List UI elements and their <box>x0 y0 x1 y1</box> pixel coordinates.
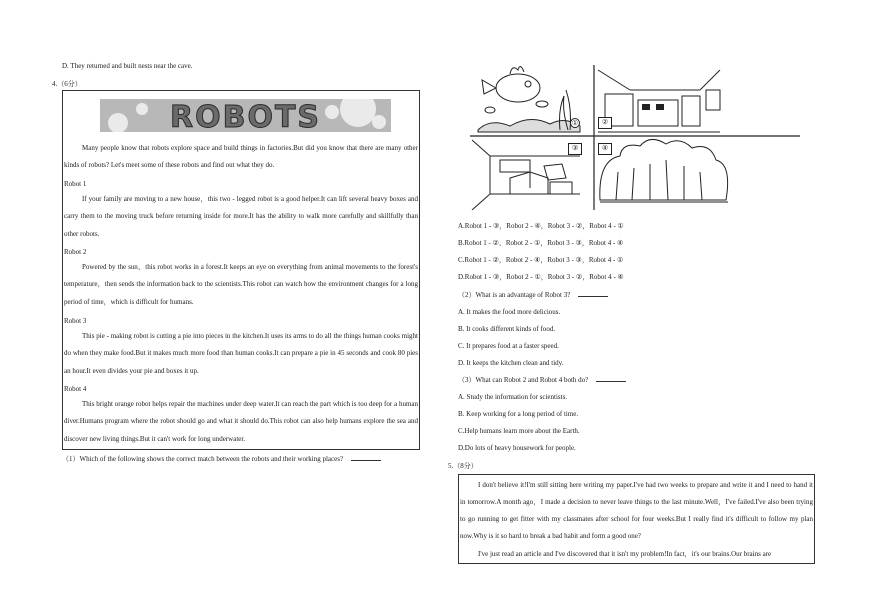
question-2 <box>458 291 608 300</box>
kitchen-picture <box>598 70 720 132</box>
picture-label-3 <box>568 143 582 155</box>
answer-blank-2[interactable] <box>578 291 608 297</box>
picture-label-3-text: ③ <box>571 144 579 152</box>
robot-1-text: If your family are moving to a new house，this two - legged robot is a good helper.It can lift several heavy boxes and carry them to the moving truck before returning inside for more.It has the ability to walk more carefully and skillfully than other robots. <box>64 195 418 238</box>
robot-3-title: Robot 3 <box>64 317 87 325</box>
question-3-text: （3）What can Robot 2 and Robot 4 both do? <box>458 376 589 384</box>
answer-blank-1[interactable] <box>351 455 381 461</box>
q1-option-b[interactable]: B.Robot 1 - ②，Robot 2 - ①，Robot 3 - ③，Robot 4 - ④ <box>458 239 624 247</box>
question-3 <box>458 376 626 385</box>
banner-title: ROBOTS <box>170 100 322 132</box>
passage-5-paragraph-1: I don't believe it!I'm still sitting here writing my paper.I've had two weeks to prepare and write it and I need to hand it in tomorrow.A month ago，I made a decision to never leave things to the last minute.Well，I've failed.I've also been trying to go running to get fitter with my classmates after school for four weeks.But I really find it's difficult to follow my plan now.Why is it so hard to break a bad habit and form a good one? <box>460 481 813 540</box>
passage-5-paragraph-2: I've just read an article and I've discovered that it isn't my problem!In fact，it's our brains.Our brains are <box>478 550 772 558</box>
room-boxes-picture <box>472 140 580 210</box>
robot-2-text: Powered by the sun，this robot works in a forest.It keeps an eye on everything from animal movements to the forest's temperature，then sends the information back to the scientists.This robot can watch how the environment changes for a long period of time，which is difficult for humans. <box>64 263 418 306</box>
q1-option-d[interactable]: D.Robot 1 - ③，Robot 2 - ①，Robot 3 - ②，Robot 4 - ④ <box>458 273 624 281</box>
q3-option-a[interactable]: A. Study the information for scientists. <box>458 393 568 401</box>
q2-option-a[interactable]: A. It makes the food more delicious. <box>458 308 561 316</box>
passage-intro: Many people know that robots explore space and build things in factories.But did you know that there are many other kinds of robots? Let's meet some of these robots and find out what they do. <box>64 144 418 170</box>
ocean-picture <box>478 66 580 132</box>
robot-2-title: Robot 2 <box>64 248 87 256</box>
question-1-text: （1）Which of the following shows the correct match between the robots and their working places? <box>62 455 344 463</box>
question-5-heading: 5.（8分） <box>448 462 478 470</box>
question-1 <box>62 455 381 464</box>
q2-option-c[interactable]: C. It prepares food at a faster speed. <box>458 342 559 350</box>
question-2-text: （2）What is an advantage of Robot 3? <box>458 291 571 299</box>
picture-label-2 <box>598 117 612 129</box>
previous-option-d: D. They returned and built nests near the cave. <box>62 62 193 70</box>
q1-option-a[interactable]: A.Robot 1 - ③，Robot 2 - ④，Robot 3 - ②，Robot 4 - ① <box>458 222 624 230</box>
robot-pictures-panel <box>470 60 800 212</box>
forest-picture <box>600 139 728 202</box>
robots-banner <box>100 99 391 132</box>
robot-3-text: This pie - making robot is cutting a pie into pieces in the kitchen.It uses its arms to do all the things human cooks might do when they make food.But it makes much more food than human cooks.It can prepare a pie in 45 seconds and cook 80 pies an hour.It even divides your pie and boxes it up. <box>64 332 418 375</box>
robot-4-text: This bright orange robot helps repair the machines under deep water.It can reach the part which is too deep for a human diver.Humans program where the robot should go and what it should do.This robot can also help humans explore the sea and discover new living things.But it can't work for long underwater. <box>64 400 418 443</box>
question-4-heading: 4.（6分） <box>52 80 82 88</box>
q2-option-b[interactable]: B. It cooks different kinds of food. <box>458 325 556 333</box>
robot-4-title: Robot 4 <box>64 385 87 393</box>
q2-option-d[interactable]: D. It keeps the kitchen clean and tidy. <box>458 359 564 367</box>
q1-option-c[interactable]: C.Robot 1 - ②，Robot 2 - ④，Robot 3 - ③，Robot 4 - ① <box>458 256 624 264</box>
q3-option-d[interactable]: D.Do lots of heavy housework for people. <box>458 444 576 452</box>
answer-blank-3[interactable] <box>596 376 626 382</box>
q3-option-c[interactable]: C.Help humans learn more about the Earth. <box>458 427 580 435</box>
robot-1-title: Robot 1 <box>64 180 87 188</box>
picture-label-1: ① <box>571 119 579 127</box>
q3-option-b[interactable]: B. Keep working for a long period of time. <box>458 410 579 418</box>
picture-label-4 <box>598 143 612 155</box>
picture-label-4-text: ④ <box>601 144 609 152</box>
picture-label-2-text: ② <box>601 118 609 126</box>
